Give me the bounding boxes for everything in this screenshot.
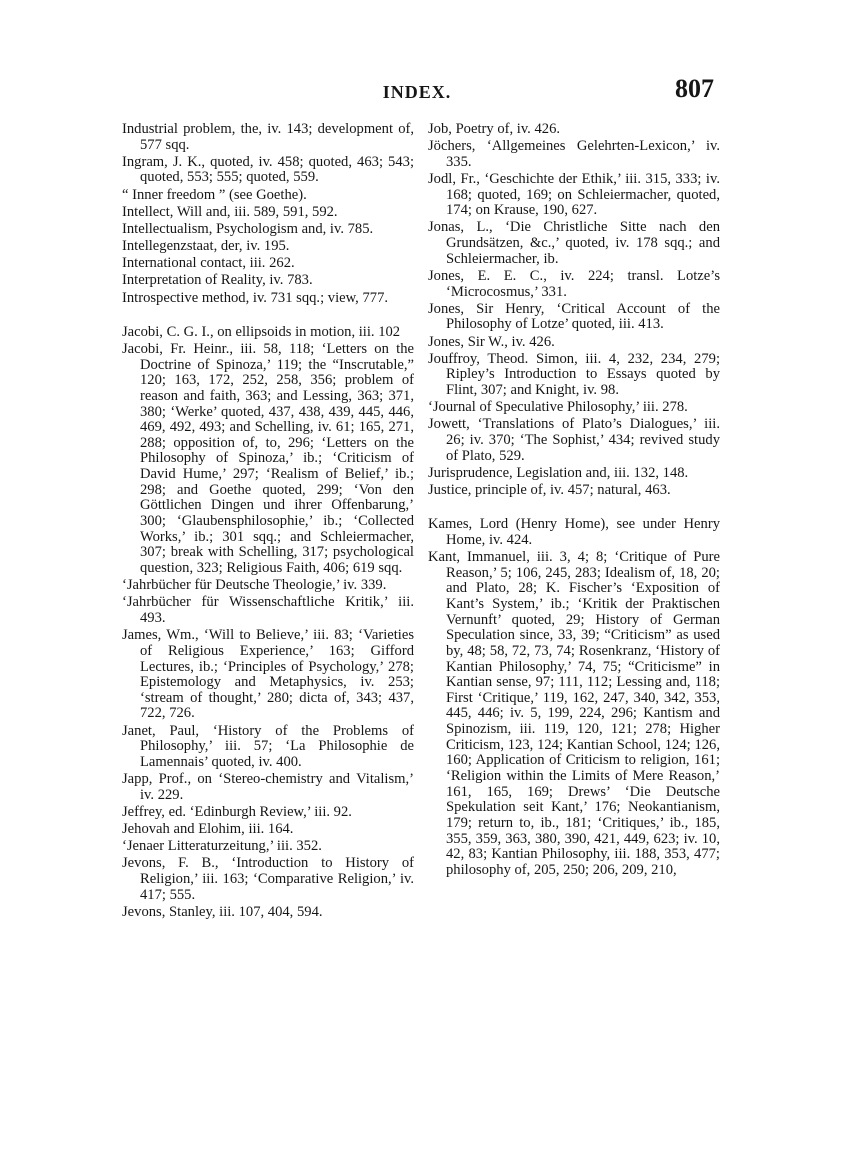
index-column-left	[122, 122, 414, 922]
index-entry: Jonas, L., ‘Die Christliche Sitte nach den Grundsätzen, &c.,’ quoted, iv. 178 sqq.; and Schleiermacher, ib.	[428, 219, 720, 267]
index-entry: Jevons, Stanley, iii. 107, 404, 594.	[122, 903, 323, 920]
index-entry: Jeffrey, ed. ‘Edinburgh Review,’ iii. 92.	[122, 803, 352, 820]
index-entry: Jowett, ‘Translations of Plato’s Dialogues,’ iii. 26; iv. 370; ‘The Sophist,’ 434; revived study of Plato, 529.	[428, 416, 720, 464]
index-entry: Jevons, F. B., ‘Introduction to History of Religion,’ iii. 163; ‘Comparative Religion,’ iv. 417; 555.	[122, 855, 414, 903]
index-entry: Introspective method, iv. 731 sqq.; view, 777.	[122, 289, 389, 306]
letter-section-gap	[428, 500, 720, 517]
index-entry: Janet, Paul, ‘History of the Problems of Philosophy,’ iii. 57; ‘La Philosophie de Lamennais’ quoted, iv. 400.	[122, 722, 414, 770]
index-entry: ‘Jahrbücher für Deutsche Theologie,’ iv. 339.	[122, 577, 387, 594]
index-entry: Jurisprudence, Legislation and, iii. 132, 148.	[428, 464, 689, 481]
index-entry: Job, Poetry of, iv. 426.	[428, 121, 561, 137]
page-title: INDEX.	[382, 82, 452, 102]
index-entry: ‘Journal of Speculative Philosophy,’ iii. 278.	[428, 399, 688, 416]
index-entry: Jehovah and Elohim, iii. 164.	[122, 821, 294, 838]
index-entry: Kant, Immanuel, iii. 3, 4; 8; ‘Critique of Pure Reason,’ 5; 106, 245, 283; Idealism of, 18, 20; and Plato, 28; K. Fischer’s ‘Exposition of Kant’s System,’ ib.; ‘Kritik der Praktischen Vernunft’ quoted, 29; History of German Speculation since, 33, 39; “Criticism” as used by, 48; 58, 72, 73, 74; Rosenkranz, ‘History of Kantian Philosophy,’ 74, 75; “Criticisme” in Kantian sense, 97; 111, 112; Lessing and, 118; First ‘Critique,’ 119, 162, 247, 340, 342, 353, 445, 446; iv. 5, 199, 224, 296; Kantism and Spinozism, iii. 119, 120, 121; 278; Higher Criticism, 123, 124; Kantian School, 124; 126, 160; Application of Criticism to religion, 161; ‘Religion within the Limits of Mere Reason,’ 161, 165, 169; Drews’ ‘Die Deutsche Spekulation seit Kant,’ 176; Neokantianism, 179; return to, ib., 181; ‘Critiques,’ ib., 185, 355, 359, 363, 380, 390, 421, 449, 623; iv. 10, 42, 83; Kantian Philosophy, iii. 188, 353, 477; philosophy of, 205, 250; 206, 209, 210,	[428, 548, 720, 879]
index-entry: International contact, iii. 262.	[122, 255, 295, 272]
index-entry: Jouffroy, Theod. Simon, iii. 4, 232, 234, 279; Ripley’s Introduction to Essays quoted by Flint, 307; and Knight, iv. 98.	[428, 350, 720, 398]
index-entry: Interpretation of Reality, iv. 783.	[122, 272, 313, 289]
index-entry: Jodl, Fr., ‘Geschichte der Ethik,’ iii. 315, 333; iv. 168; quoted, 169; on Schleiermacher, quoted, 174; on Krause, 190, 627.	[428, 170, 720, 219]
index-entry: Intellegenzstaat, der, iv. 195.	[122, 238, 290, 255]
index-entry: Ingram, J. K., quoted, iv. 458; quoted, 463; 543; quoted, 553; 555; quoted, 559.	[122, 153, 414, 186]
page-number: 807	[675, 74, 714, 103]
index-entry: Japp, Prof., on ‘Stereo-chemistry and Vitalism,’ iv. 229.	[122, 771, 414, 803]
index-entry: Jones, Sir Henry, ‘Critical Account of the Philosophy of Lotze’ quoted, iii. 413.	[428, 300, 720, 333]
index-entry: Jacobi, Fr. Heinr., iii. 58, 118; ‘Letters on the Doctrine of Spinoza,’ 119; the “Inscrutable,” 120; 163, 172, 252, 258, 356; problem of reason and faith, 363; and Lessing, 363; 371, 380; ‘Werke’ quoted, 437, 438, 439, 445, 446, 469, 492, 493; and Schelling, iv. 61; 165, 271, 288; opposition of, to, 296; ‘Letters on the Philosophy of Spinoza,’ ib.; ‘Criticism of David Hume,’ 297; ‘Realism of Belief,’ ib.; 298; and Goethe quoted, 299; ‘Von den Göttlichen Dingen und ihrer Offenbarung,’ 300; ‘Glaubensphilosophie,’ ib.; ‘Collected Works,’ ib.; 301 sqq.; and Schleiermacher, 307; break with Schelling, 317; psychological question, 323; Religious Faith, 406; 619 sqq.	[122, 340, 414, 577]
index-entry: ‘Jahrbücher für Wissenschaftliche Kritik,’ iii. 493.	[122, 594, 414, 627]
index-entry: Justice, principle of, iv. 457; natural, 463.	[428, 481, 671, 498]
index-entry: “ Inner freedom ” (see Goethe).	[122, 186, 307, 203]
index-entry: Intellectualism, Psychologism and, iv. 785.	[122, 220, 374, 237]
index-entry: ‘Jenaer Litteraturzeitung,’ iii. 352.	[122, 838, 322, 855]
index-entry: Jones, Sir W., iv. 426.	[428, 333, 555, 350]
index-entry: Jöchers, ‘Allgemeines Gelehrten-Lexicon,’ iv. 335.	[428, 138, 720, 170]
index-entry: Jones, E. E. C., iv. 224; transl. Lotze’s ‘Microcosmus,’ 331.	[428, 267, 720, 300]
running-head	[120, 74, 714, 106]
index-entry: Intellect, Will and, iii. 589, 591, 592.	[122, 203, 338, 220]
index-entry: Jacobi, C. G. I., on ellipsoids in motion, iii. 102	[122, 323, 401, 340]
index-entry: James, Wm., ‘Will to Believe,’ iii. 83; ‘Varieties of Religious Experience,’ 163; Gifford Lectures, ib.; ‘Principles of Psychology,’ 278; Epistemology and Metaphysics, iv. 253; ‘stream of thought,’ 280; dicta of, 343; 437, 722, 726.	[122, 627, 414, 722]
letter-section-gap	[122, 308, 414, 325]
index-entry: Industrial problem, the, iv. 143; development of, 577 sqq.	[122, 121, 414, 153]
index-column-right	[428, 122, 720, 880]
index-entry: Kames, Lord (Henry Home), see under Henry Home, iv. 424.	[428, 516, 720, 548]
